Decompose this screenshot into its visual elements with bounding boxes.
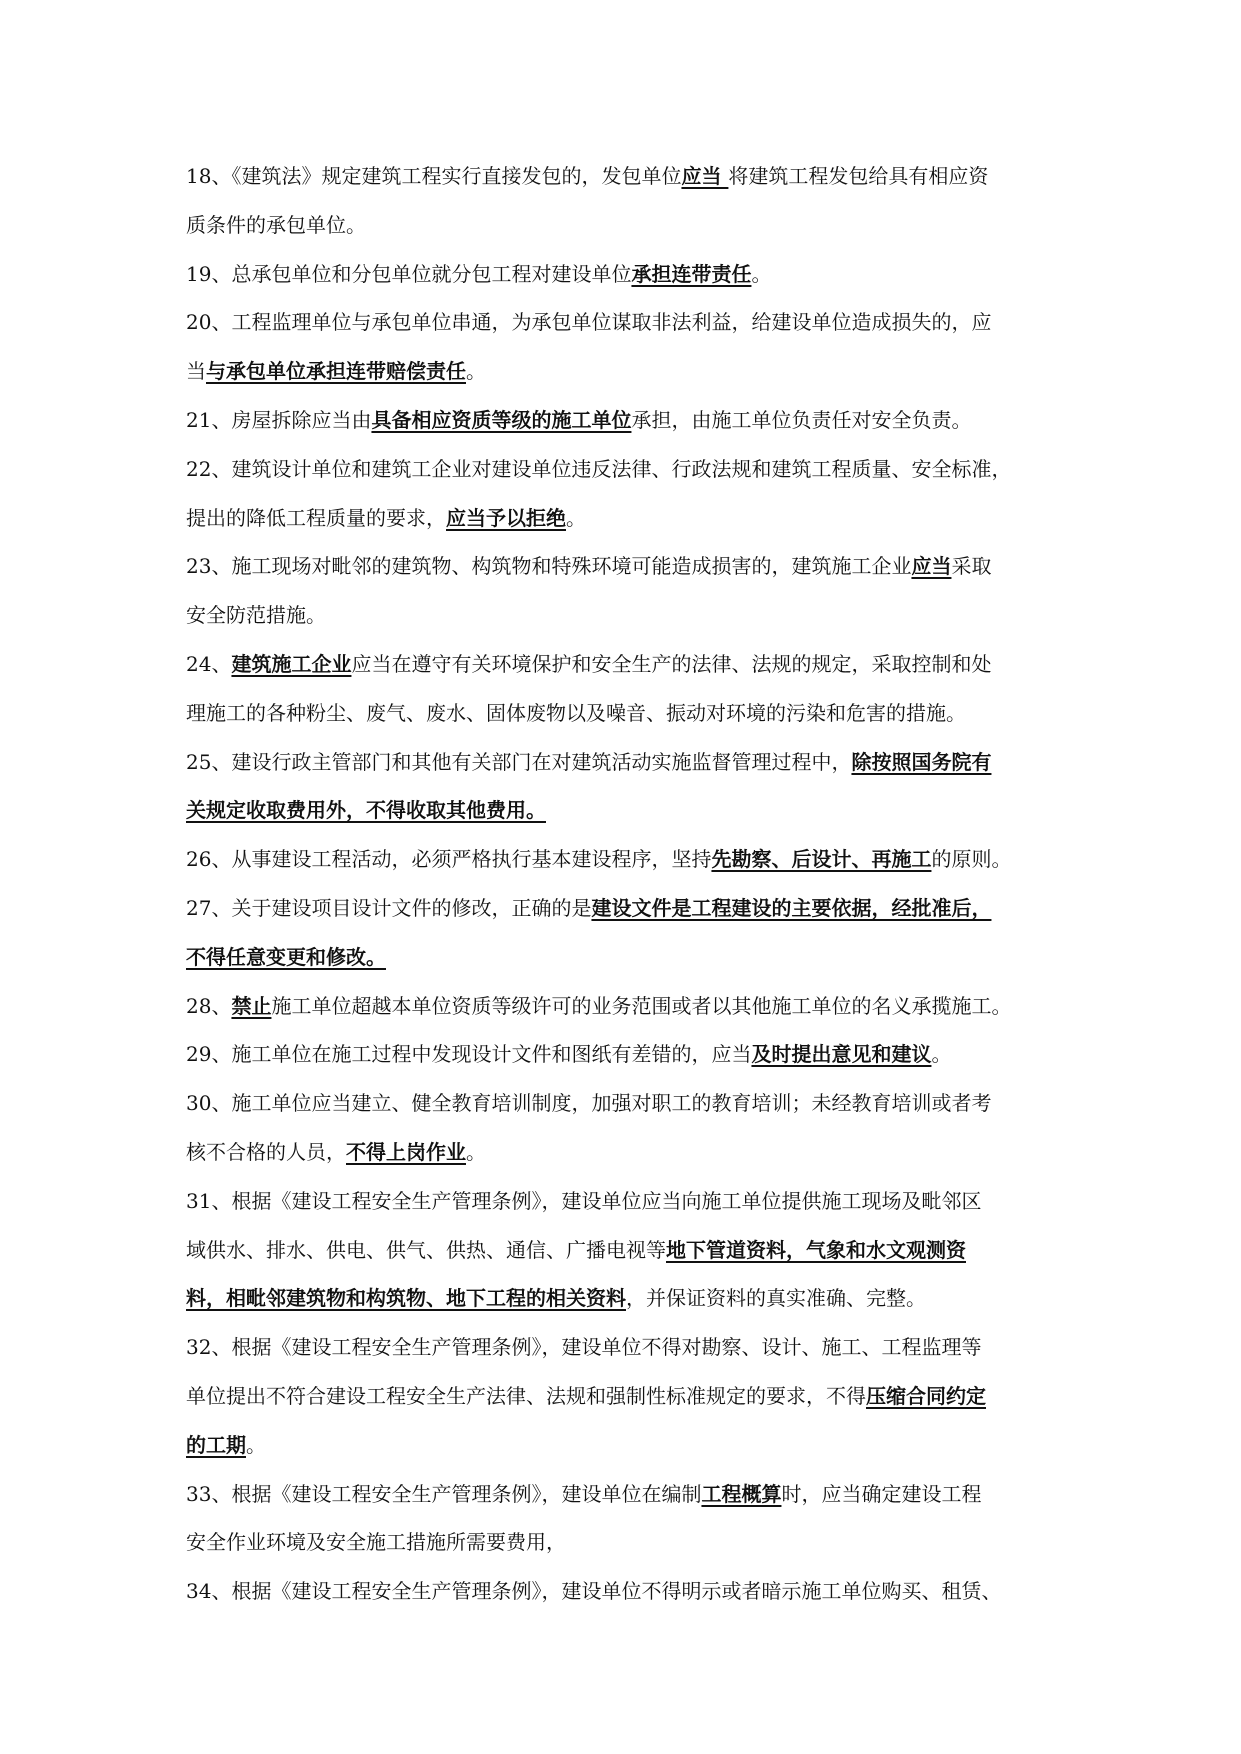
answer-text: 料，相毗邻建筑物和构筑物、地下工程的相关资料 [186, 1286, 626, 1311]
question-text: 19、总承包单位和分包单位就分包工程对建设单位 [186, 261, 632, 286]
text-line [186, 933, 1066, 982]
question-text: 23、施工现场对毗邻的建筑物、构筑物和特殊环境可能造成损害的，建筑施工企业 [186, 554, 912, 579]
question-q31 [186, 1177, 1066, 1323]
question-text: 。 [246, 1432, 266, 1457]
question-text: 质条件的承包单位。 [186, 212, 366, 237]
answer-text: 具备相应资质等级的施工单位 [371, 407, 632, 432]
question-text: 时，应当确定建设工程 [781, 1481, 982, 1506]
question-text: ，并保证资料的真实准确、完整。 [626, 1286, 926, 1311]
question-text: 提出的降低工程质量的要求， [186, 505, 446, 530]
question-q28 [186, 982, 1066, 1031]
text-line [186, 1421, 1066, 1470]
answer-text: 应当 [911, 554, 952, 579]
question-text: 核不合格的人员， [186, 1139, 346, 1164]
question-text: 。 [466, 1139, 486, 1164]
text-line [186, 1177, 1066, 1226]
text-line [186, 396, 1066, 445]
question-text: 33、根据《建设工程安全生产管理条例》，建设单位在编制 [186, 1481, 702, 1506]
question-text: 20、工程监理单位与承包单位串通，为承包单位谋取非法利益，给建设单位造成损失的，应 [186, 310, 992, 335]
text-line [186, 1274, 1066, 1323]
question-text: 29、施工单位在施工过程中发现设计文件和图纸有差错的，应当 [186, 1042, 752, 1067]
question-q21 [186, 396, 1066, 445]
question-text: 18、《建筑法》规定建筑工程实行直接发包的，发包单位 [186, 164, 682, 188]
answer-text: 承担连带责任 [631, 261, 752, 286]
text-line [186, 542, 1066, 591]
question-text: 31、根据《建设工程安全生产管理条例》，建设单位应当向施工单位提供施工现场及毗邻区 [186, 1188, 982, 1213]
question-text: 22、建筑设计单位和建筑工企业对建设单位违反法律、行政法规和建筑工程质量、安全标准， [186, 456, 1012, 481]
answer-text: 不得上岗作业 [346, 1139, 466, 1164]
text-line [186, 298, 1066, 347]
text-line [186, 152, 1066, 201]
question-q18 [186, 152, 1066, 250]
text-line [186, 201, 1066, 250]
answer-text: 建筑施工企业 [231, 651, 352, 676]
question-q32 [186, 1323, 1066, 1469]
question-q24 [186, 640, 1066, 738]
text-line [186, 786, 1066, 835]
question-text: 21、房屋拆除应当由 [186, 407, 372, 432]
question-q34 [186, 1567, 1066, 1616]
question-text: 。 [751, 261, 772, 286]
answer-text: 与承包单位承担连带赔偿责任 [206, 359, 466, 384]
answer-text: 工程概算 [701, 1481, 782, 1506]
question-q33 [186, 1470, 1066, 1568]
question-q22 [186, 445, 1066, 543]
question-text: 34、根据《建设工程安全生产管理条例》，建设单位不得明示或者暗示施工单位购买、租赁、 [186, 1579, 1002, 1604]
question-text: 将建筑工程发包给具有相应资 [728, 164, 989, 188]
question-text: 的原则。 [931, 847, 1012, 872]
question-q26 [186, 835, 1066, 884]
question-text: 安全防范措施。 [186, 603, 326, 628]
text-line [186, 1567, 1066, 1616]
text-line [186, 738, 1066, 787]
answer-text: 除按照国务院有 [851, 749, 992, 774]
question-q29 [186, 1030, 1066, 1079]
answer-text: 压缩合同约定 [866, 1383, 986, 1408]
text-line [186, 494, 1066, 543]
text-line [186, 1372, 1066, 1421]
question-text: 单位提出不符合建设工程安全生产法律、法规和强制性标准规定的要求，不得 [186, 1383, 866, 1408]
text-line [186, 1128, 1066, 1177]
question-q23 [186, 542, 1066, 640]
question-q30 [186, 1079, 1066, 1177]
answer-text: 先勘察、后设计、再施工 [711, 847, 932, 872]
answer-text: 应当 [681, 164, 729, 188]
question-text: 安全作业环境及安全施工措施所需要费用， [186, 1530, 566, 1555]
question-q20 [186, 298, 1066, 396]
text-line [186, 591, 1066, 640]
question-text: 施工单位超越本单位资质等级许可的业务范围或者以其他施工单位的名义承揽施工。 [271, 993, 1012, 1018]
question-text: 当 [186, 359, 206, 384]
question-text: 采取 [951, 554, 992, 579]
question-text: 30、施工单位应当建立、健全教育培训制度，加强对职工的教育培训；未经教育培训或者考 [186, 1091, 992, 1116]
text-line [186, 445, 1066, 494]
question-text: 25、建设行政主管部门和其他有关部门在对建筑活动实施监督管理过程中， [186, 749, 852, 774]
answer-text: 不得任意变更和修改。 [186, 944, 386, 969]
text-line [186, 835, 1066, 884]
text-line [186, 982, 1066, 1031]
question-q27 [186, 884, 1066, 982]
question-q19 [186, 250, 1066, 299]
answer-text: 禁止 [231, 993, 272, 1018]
answer-text: 关规定收取费用外，不得收取其他费用。 [186, 798, 546, 823]
answer-text: 的工期 [186, 1432, 246, 1457]
document-body [186, 152, 1066, 1616]
question-text: 26、从事建设工程活动，必须严格执行基本建设程序，坚持 [186, 847, 712, 872]
text-line [186, 1470, 1066, 1519]
text-line [186, 1226, 1066, 1275]
question-text: 。 [466, 359, 486, 384]
question-text: 承担，由施工单位负责任对安全负责。 [631, 407, 972, 432]
text-line [186, 640, 1066, 689]
question-text: 域供水、排水、供电、供气、供热、通信、广播电视等 [186, 1237, 666, 1262]
question-text: 27、关于建设项目设计文件的修改，正确的是 [186, 895, 592, 920]
question-text: 应当在遵守有关环境保护和安全生产的法律、法规的规定，采取控制和处 [351, 651, 992, 676]
question-text: 理施工的各种粉尘、废气、废水、固体废物以及噪音、振动对环境的污染和危害的措施。 [186, 700, 966, 725]
question-text: 32、根据《建设工程安全生产管理条例》，建设单位不得对勘察、设计、施工、工程监理等 [186, 1335, 982, 1360]
text-line [186, 1079, 1066, 1128]
answer-text: 地下管道资料，气象和水文观测资 [666, 1237, 966, 1262]
text-line [186, 1323, 1066, 1372]
question-text: 24、 [186, 651, 232, 676]
text-line [186, 1030, 1066, 1079]
question-text: 。 [931, 1042, 952, 1067]
question-q25 [186, 738, 1066, 836]
answer-text: 应当予以拒绝 [446, 505, 566, 530]
text-line [186, 347, 1066, 396]
text-line [186, 250, 1066, 299]
answer-text: 及时提出意见和建议 [751, 1042, 932, 1067]
text-line [186, 689, 1066, 738]
text-line [186, 884, 1066, 933]
text-line [186, 1518, 1066, 1567]
question-text: 。 [566, 505, 586, 530]
question-text: 28、 [186, 993, 232, 1018]
answer-text: 建设文件是工程建设的主要依据，经批准后， [591, 895, 992, 920]
